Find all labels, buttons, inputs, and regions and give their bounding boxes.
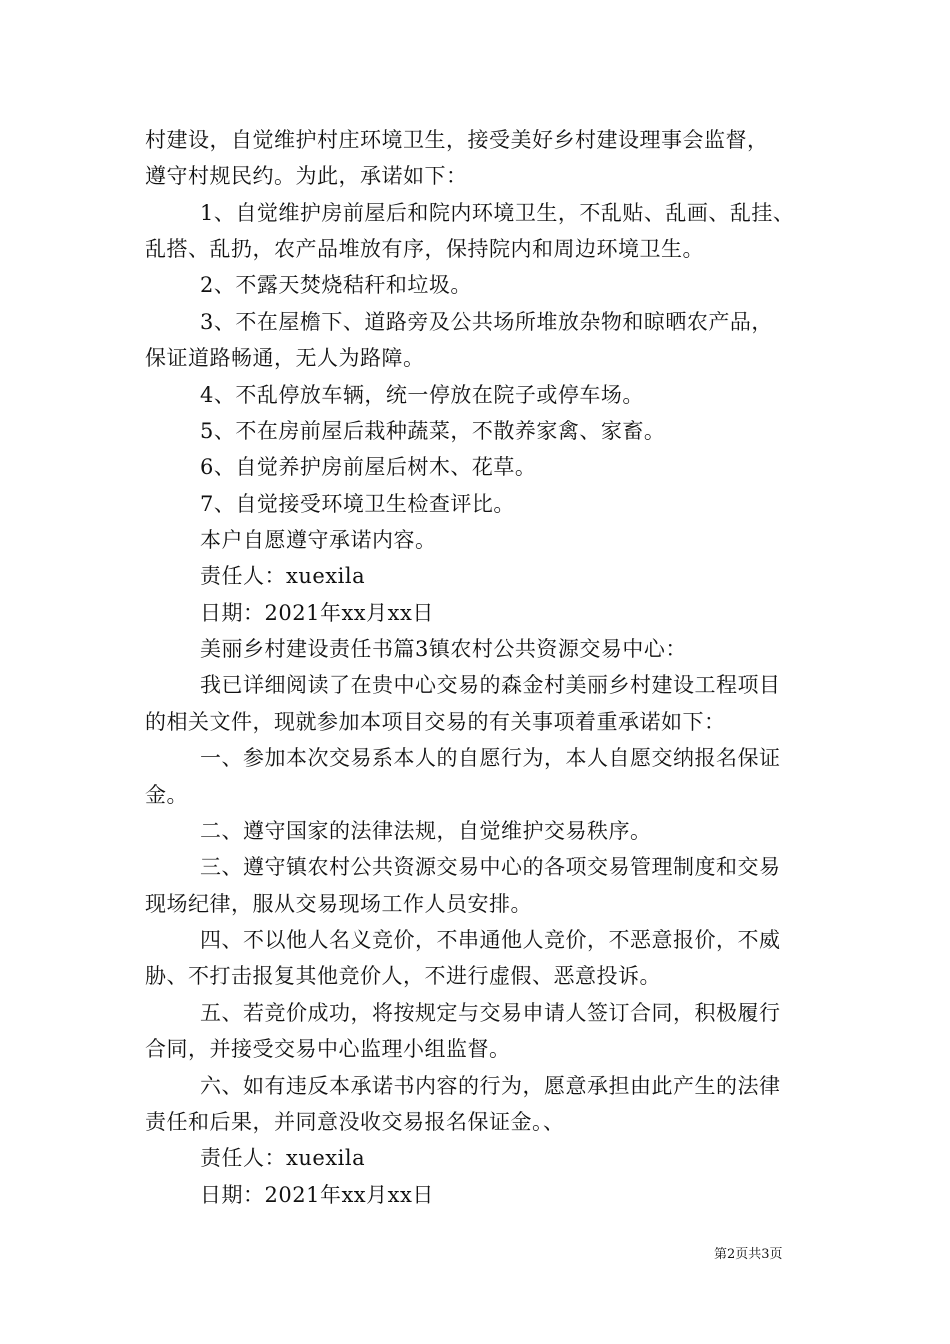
body-line: 村建设，自觉维护村庄环境卫生，接受美好乡村建设理事会监督， [145, 128, 769, 152]
body-line: 乱搭、乱扔，农产品堆放有序，保持院内和周边环境卫生。 [145, 237, 704, 261]
body-line: 一、参加本次交易系本人的自愿行为，本人自愿交纳报名保证 [200, 746, 781, 770]
body-line: 五、若竞价成功，将按规定与交易申请人签订合同，积极履行 [200, 1001, 781, 1025]
body-line: 1、自觉维护房前屋后和院内环境卫生，不乱贴、乱画、乱挂、 [200, 201, 795, 225]
body-line: 美丽乡村建设责任书篇3镇农村公共资源交易中心： [200, 637, 687, 661]
body-line: 责任人：xuexila [200, 1146, 366, 1170]
body-line: 责任人：xuexila [200, 564, 366, 588]
body-line: 现场纪律，服从交易现场工作人员安排。 [145, 892, 532, 916]
body-line: 金。 [145, 783, 188, 807]
body-line: 7、自觉接受环境卫生检查评比。 [200, 492, 515, 516]
body-line: 本户自愿遵守承诺内容。 [200, 528, 437, 552]
body-line: 胁、不打击报复其他竞价人，不进行虚假、恶意投诉。 [145, 964, 661, 988]
body-line: 责任和后果，并同意没收交易报名保证金。、 [145, 1110, 565, 1134]
body-line: 三、遵守镇农村公共资源交易中心的各项交易管理制度和交易 [200, 855, 781, 879]
body-line: 我已详细阅读了在贵中心交易的森金村美丽乡村建设工程项目 [200, 673, 781, 697]
body-line: 遵守村规民约。为此，承诺如下： [145, 164, 468, 188]
body-line: 6、自觉养护房前屋后树木、花草。 [200, 455, 537, 479]
body-line: 4、不乱停放车辆，统一停放在院子或停车场。 [200, 383, 644, 407]
body-line: 保证道路畅通，无人为路障。 [145, 346, 425, 370]
body-line: 2、不露天焚烧秸秆和垃圾。 [200, 273, 472, 297]
body-line: 合同，并接受交易中心监理小组监督。 [145, 1037, 511, 1061]
body-line: 的相关文件，现就参加本项目交易的有关事项着重承诺如下： [145, 710, 726, 734]
body-line: 日期：2021年xx月xx日 [200, 601, 434, 625]
body-line: 5、不在房前屋后栽种蔬菜，不散养家禽、家畜。 [200, 419, 666, 443]
body-line: 四、不以他人名义竞价，不串通他人竞价，不恶意报价，不威 [200, 928, 781, 952]
body-line: 日期：2021年xx月xx日 [200, 1183, 434, 1207]
body-line: 六、如有违反本承诺书内容的行为，愿意承担由此产生的法律 [200, 1074, 781, 1098]
body-line: 二、遵守国家的法律法规，自觉维护交易秩序。 [200, 819, 652, 843]
body-line: 3、不在屋檐下、道路旁及公共场所堆放杂物和晾晒农产品， [200, 310, 773, 334]
page-number: 第2页共3页 [714, 1247, 783, 1262]
